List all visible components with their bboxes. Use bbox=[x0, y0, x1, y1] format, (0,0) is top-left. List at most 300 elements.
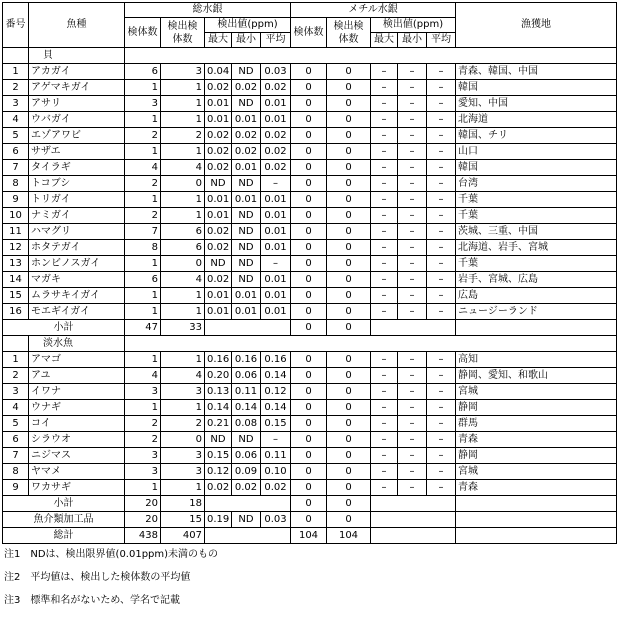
methyl-samples: 0 bbox=[291, 256, 327, 272]
origin: 山口 bbox=[456, 144, 617, 160]
species-name: サザエ bbox=[29, 144, 125, 160]
methyl-min: – bbox=[398, 384, 427, 400]
methyl-detected: 0 bbox=[327, 432, 371, 448]
blank bbox=[371, 528, 456, 544]
methyl-detected: 0 bbox=[327, 256, 371, 272]
total-min: 0.16 bbox=[232, 352, 261, 368]
methyl-min: – bbox=[398, 176, 427, 192]
total-max: 0.02 bbox=[205, 80, 232, 96]
total-samples: 3 bbox=[125, 96, 161, 112]
total-min: ND bbox=[232, 240, 261, 256]
table-row bbox=[3, 96, 617, 112]
methyl-max: – bbox=[371, 368, 398, 384]
row-no: 3 bbox=[3, 384, 29, 400]
methyl-avg: – bbox=[427, 256, 456, 272]
species-name: タイラギ bbox=[29, 160, 125, 176]
section-header-row bbox=[3, 48, 617, 64]
total-max: 0.02 bbox=[205, 128, 232, 144]
origin: 北海道、岩手、宮城 bbox=[456, 240, 617, 256]
section-title: 貝 bbox=[29, 48, 125, 64]
origin: 広島 bbox=[456, 288, 617, 304]
total-max: 0.01 bbox=[205, 304, 232, 320]
total-max: 0.15 bbox=[205, 448, 232, 464]
methyl-min: – bbox=[398, 64, 427, 80]
total-detected: 1 bbox=[161, 480, 205, 496]
header-total-min: 最小 bbox=[232, 33, 261, 48]
methyl-detected: 0 bbox=[327, 464, 371, 480]
blank bbox=[205, 528, 291, 544]
total-min: 0.06 bbox=[232, 368, 261, 384]
methyl-detected: 0 bbox=[327, 384, 371, 400]
methyl-detected: 0 bbox=[327, 400, 371, 416]
table-row bbox=[3, 256, 617, 272]
row-no: 6 bbox=[3, 144, 29, 160]
mercury-table bbox=[2, 2, 617, 544]
total-min: 0.09 bbox=[232, 464, 261, 480]
origin: 千葉 bbox=[456, 192, 617, 208]
total-avg: 0.14 bbox=[261, 368, 291, 384]
total-avg: 0.15 bbox=[261, 416, 291, 432]
species-name: ヤマメ bbox=[29, 464, 125, 480]
total-samples: 2 bbox=[125, 208, 161, 224]
total-max: 0.12 bbox=[205, 464, 232, 480]
total-min: ND bbox=[232, 432, 261, 448]
total-detected: 3 bbox=[161, 464, 205, 480]
row-no: 11 bbox=[3, 224, 29, 240]
grand-methyl-samples: 104 bbox=[291, 528, 327, 544]
header-methyl-value: 検出値(ppm) bbox=[371, 18, 456, 33]
species-name: ホンビノスガイ bbox=[29, 256, 125, 272]
grand-total-label: 総計 bbox=[3, 528, 125, 544]
origin: 群馬 bbox=[456, 416, 617, 432]
methyl-min: – bbox=[398, 288, 427, 304]
processed-total-samples: 20 bbox=[125, 512, 161, 528]
section-header-row bbox=[3, 336, 617, 352]
grand-total-samples: 438 bbox=[125, 528, 161, 544]
total-min: 0.01 bbox=[232, 192, 261, 208]
row-no: 7 bbox=[3, 160, 29, 176]
methyl-min: – bbox=[398, 160, 427, 176]
header-methyl-avg: 平均 bbox=[427, 33, 456, 48]
methyl-samples: 0 bbox=[291, 480, 327, 496]
methyl-max: – bbox=[371, 96, 398, 112]
blank bbox=[371, 512, 456, 528]
grand-total-detected: 407 bbox=[161, 528, 205, 544]
total-detected: 1 bbox=[161, 352, 205, 368]
total-detected: 1 bbox=[161, 288, 205, 304]
subtotal-methyl-samples: 0 bbox=[291, 320, 327, 336]
processed-total-avg: 0.03 bbox=[261, 512, 291, 528]
origin: 静岡 bbox=[456, 448, 617, 464]
row-no: 7 bbox=[3, 448, 29, 464]
total-avg: 0.02 bbox=[261, 480, 291, 496]
methyl-max: – bbox=[371, 384, 398, 400]
methyl-min: – bbox=[398, 432, 427, 448]
footnote: 注1 NDは、検出限界値(0.01ppm)未満のもの bbox=[4, 549, 219, 560]
total-max: 0.01 bbox=[205, 112, 232, 128]
species-name: ウバガイ bbox=[29, 112, 125, 128]
blank bbox=[205, 320, 291, 336]
total-detected: 1 bbox=[161, 96, 205, 112]
table-row bbox=[3, 128, 617, 144]
methyl-min: – bbox=[398, 480, 427, 496]
total-samples: 6 bbox=[125, 272, 161, 288]
table-row bbox=[3, 144, 617, 160]
total-avg: 0.16 bbox=[261, 352, 291, 368]
methyl-min: – bbox=[398, 240, 427, 256]
origin: 茨城、三重、中国 bbox=[456, 224, 617, 240]
species-name: アユ bbox=[29, 368, 125, 384]
total-samples: 7 bbox=[125, 224, 161, 240]
methyl-min: – bbox=[398, 96, 427, 112]
methyl-avg: – bbox=[427, 384, 456, 400]
table-row bbox=[3, 160, 617, 176]
species-name: マガキ bbox=[29, 272, 125, 288]
total-samples: 2 bbox=[125, 176, 161, 192]
methyl-max: – bbox=[371, 208, 398, 224]
methyl-samples: 0 bbox=[291, 416, 327, 432]
origin: 韓国 bbox=[456, 80, 617, 96]
species-name: エゾアワビ bbox=[29, 128, 125, 144]
methyl-avg: – bbox=[427, 240, 456, 256]
header-methyl-mercury: メチル水銀 bbox=[291, 3, 456, 18]
origin: 岩手、宮城、広島 bbox=[456, 272, 617, 288]
methyl-detected: 0 bbox=[327, 416, 371, 432]
origin: 青森 bbox=[456, 480, 617, 496]
methyl-avg: – bbox=[427, 352, 456, 368]
row-no: 4 bbox=[3, 112, 29, 128]
table-row bbox=[3, 384, 617, 400]
total-samples: 4 bbox=[125, 368, 161, 384]
total-min: 0.01 bbox=[232, 160, 261, 176]
total-max: 0.01 bbox=[205, 208, 232, 224]
total-avg: 0.11 bbox=[261, 448, 291, 464]
header-methyl-min: 最小 bbox=[398, 33, 427, 48]
total-avg: 0.01 bbox=[261, 240, 291, 256]
subtotal-row bbox=[3, 320, 617, 336]
blank bbox=[371, 320, 456, 336]
row-no: 8 bbox=[3, 464, 29, 480]
total-avg: 0.01 bbox=[261, 112, 291, 128]
methyl-max: – bbox=[371, 176, 398, 192]
row-no: 10 bbox=[3, 208, 29, 224]
methyl-avg: – bbox=[427, 128, 456, 144]
methyl-samples: 0 bbox=[291, 464, 327, 480]
methyl-samples: 0 bbox=[291, 432, 327, 448]
methyl-avg: – bbox=[427, 64, 456, 80]
origin: 韓国 bbox=[456, 160, 617, 176]
methyl-samples: 0 bbox=[291, 112, 327, 128]
total-samples: 2 bbox=[125, 432, 161, 448]
subtotal-methyl-samples: 0 bbox=[291, 496, 327, 512]
total-avg: 0.02 bbox=[261, 80, 291, 96]
total-samples: 8 bbox=[125, 240, 161, 256]
total-min: ND bbox=[232, 176, 261, 192]
methyl-avg: – bbox=[427, 368, 456, 384]
blank bbox=[456, 512, 617, 528]
methyl-avg: – bbox=[427, 400, 456, 416]
origin: 台湾 bbox=[456, 176, 617, 192]
total-samples: 1 bbox=[125, 80, 161, 96]
total-detected: 6 bbox=[161, 224, 205, 240]
total-avg: 0.01 bbox=[261, 208, 291, 224]
methyl-detected: 0 bbox=[327, 448, 371, 464]
methyl-samples: 0 bbox=[291, 64, 327, 80]
total-detected: 3 bbox=[161, 448, 205, 464]
header-total-max: 最大 bbox=[205, 33, 232, 48]
total-avg: 0.01 bbox=[261, 304, 291, 320]
species-name: ニジマス bbox=[29, 448, 125, 464]
methyl-avg: – bbox=[427, 192, 456, 208]
row-no: 9 bbox=[3, 480, 29, 496]
total-avg: 0.01 bbox=[261, 96, 291, 112]
species-name: ワカサギ bbox=[29, 480, 125, 496]
total-min: 0.06 bbox=[232, 448, 261, 464]
subtotal-total-samples: 20 bbox=[125, 496, 161, 512]
methyl-max: – bbox=[371, 400, 398, 416]
methyl-detected: 0 bbox=[327, 160, 371, 176]
total-max: ND bbox=[205, 432, 232, 448]
methyl-avg: – bbox=[427, 304, 456, 320]
methyl-avg: – bbox=[427, 112, 456, 128]
methyl-samples: 0 bbox=[291, 304, 327, 320]
total-detected: 1 bbox=[161, 304, 205, 320]
total-min: ND bbox=[232, 224, 261, 240]
total-avg: 0.02 bbox=[261, 128, 291, 144]
header-origin: 漁獲地 bbox=[456, 3, 617, 48]
methyl-min: – bbox=[398, 128, 427, 144]
species-name: トリガイ bbox=[29, 192, 125, 208]
total-samples: 1 bbox=[125, 288, 161, 304]
methyl-max: – bbox=[371, 80, 398, 96]
blank bbox=[456, 528, 617, 544]
total-min: 0.14 bbox=[232, 400, 261, 416]
methyl-max: – bbox=[371, 144, 398, 160]
methyl-max: – bbox=[371, 64, 398, 80]
methyl-samples: 0 bbox=[291, 80, 327, 96]
total-samples: 1 bbox=[125, 192, 161, 208]
row-no: 1 bbox=[3, 352, 29, 368]
total-min: 0.01 bbox=[232, 112, 261, 128]
total-max: 0.21 bbox=[205, 416, 232, 432]
row-no: 6 bbox=[3, 432, 29, 448]
row-no: 2 bbox=[3, 368, 29, 384]
subtotal-label: 小計 bbox=[3, 496, 125, 512]
methyl-samples: 0 bbox=[291, 224, 327, 240]
species-name: アマゴ bbox=[29, 352, 125, 368]
table-row bbox=[3, 352, 617, 368]
total-detected: 2 bbox=[161, 128, 205, 144]
blank bbox=[371, 496, 456, 512]
processed-row bbox=[3, 512, 617, 528]
methyl-avg: – bbox=[427, 464, 456, 480]
methyl-avg: – bbox=[427, 448, 456, 464]
processed-label: 魚介類加工品 bbox=[3, 512, 125, 528]
total-detected: 2 bbox=[161, 416, 205, 432]
methyl-avg: – bbox=[427, 288, 456, 304]
total-min: 0.02 bbox=[232, 144, 261, 160]
total-max: 0.02 bbox=[205, 240, 232, 256]
total-samples: 1 bbox=[125, 480, 161, 496]
row-no: 1 bbox=[3, 64, 29, 80]
total-max: 0.02 bbox=[205, 160, 232, 176]
methyl-samples: 0 bbox=[291, 160, 327, 176]
methyl-min: – bbox=[398, 416, 427, 432]
table-row bbox=[3, 112, 617, 128]
total-samples: 6 bbox=[125, 64, 161, 80]
origin: 静岡、愛知、和歌山 bbox=[456, 368, 617, 384]
table-row bbox=[3, 64, 617, 80]
footnotes bbox=[4, 548, 218, 608]
total-detected: 4 bbox=[161, 368, 205, 384]
total-avg: – bbox=[261, 176, 291, 192]
species-name: アサリ bbox=[29, 96, 125, 112]
methyl-detected: 0 bbox=[327, 176, 371, 192]
total-avg: – bbox=[261, 256, 291, 272]
header-species: 魚種 bbox=[29, 3, 125, 48]
total-detected: 1 bbox=[161, 80, 205, 96]
total-samples: 1 bbox=[125, 112, 161, 128]
total-detected: 1 bbox=[161, 400, 205, 416]
species-name: シラウオ bbox=[29, 432, 125, 448]
subtotal-methyl-detected: 0 bbox=[327, 320, 371, 336]
total-max: 0.02 bbox=[205, 480, 232, 496]
methyl-max: – bbox=[371, 416, 398, 432]
species-name: コイ bbox=[29, 416, 125, 432]
methyl-min: – bbox=[398, 144, 427, 160]
table-row bbox=[3, 208, 617, 224]
section-no-blank bbox=[3, 336, 29, 352]
methyl-min: – bbox=[398, 304, 427, 320]
subtotal-total-samples: 47 bbox=[125, 320, 161, 336]
species-name: ムラサキイガイ bbox=[29, 288, 125, 304]
methyl-min: – bbox=[398, 112, 427, 128]
origin: 高知 bbox=[456, 352, 617, 368]
methyl-max: – bbox=[371, 256, 398, 272]
methyl-detected: 0 bbox=[327, 288, 371, 304]
total-detected: 0 bbox=[161, 256, 205, 272]
subtotal-total-detected: 33 bbox=[161, 320, 205, 336]
origin: 青森、韓国、中国 bbox=[456, 64, 617, 80]
row-no: 15 bbox=[3, 288, 29, 304]
table-row bbox=[3, 176, 617, 192]
header-total-samples: 検体数 bbox=[125, 18, 161, 48]
table-row bbox=[3, 192, 617, 208]
total-min: 0.01 bbox=[232, 288, 261, 304]
methyl-avg: – bbox=[427, 144, 456, 160]
subtotal-total-detected: 18 bbox=[161, 496, 205, 512]
origin: 韓国、チリ bbox=[456, 128, 617, 144]
methyl-avg: – bbox=[427, 208, 456, 224]
header-row-1 bbox=[3, 3, 617, 18]
origin: 北海道 bbox=[456, 112, 617, 128]
methyl-detected: 0 bbox=[327, 112, 371, 128]
header-total-detected: 検出検体数 bbox=[161, 18, 205, 48]
origin: 千葉 bbox=[456, 208, 617, 224]
subtotal-row bbox=[3, 496, 617, 512]
methyl-avg: – bbox=[427, 160, 456, 176]
methyl-samples: 0 bbox=[291, 448, 327, 464]
methyl-min: – bbox=[398, 368, 427, 384]
methyl-min: – bbox=[398, 224, 427, 240]
species-name: ウナギ bbox=[29, 400, 125, 416]
origin: 宮城 bbox=[456, 464, 617, 480]
total-max: 0.14 bbox=[205, 400, 232, 416]
methyl-avg: – bbox=[427, 432, 456, 448]
methyl-samples: 0 bbox=[291, 288, 327, 304]
methyl-min: – bbox=[398, 208, 427, 224]
methyl-detected: 0 bbox=[327, 128, 371, 144]
methyl-detected: 0 bbox=[327, 240, 371, 256]
methyl-avg: – bbox=[427, 224, 456, 240]
grand-methyl-detected: 104 bbox=[327, 528, 371, 544]
species-name: ナミガイ bbox=[29, 208, 125, 224]
origin: 宮城 bbox=[456, 384, 617, 400]
methyl-avg: – bbox=[427, 416, 456, 432]
total-samples: 4 bbox=[125, 160, 161, 176]
methyl-detected: 0 bbox=[327, 80, 371, 96]
total-samples: 1 bbox=[125, 400, 161, 416]
subtotal-label: 小計 bbox=[3, 320, 125, 336]
total-detected: 0 bbox=[161, 176, 205, 192]
total-avg: 0.01 bbox=[261, 272, 291, 288]
section-no-blank bbox=[3, 48, 29, 64]
total-min: ND bbox=[232, 208, 261, 224]
total-detected: 0 bbox=[161, 432, 205, 448]
methyl-max: – bbox=[371, 304, 398, 320]
methyl-samples: 0 bbox=[291, 128, 327, 144]
methyl-max: – bbox=[371, 272, 398, 288]
processed-total-max: 0.19 bbox=[205, 512, 232, 528]
methyl-detected: 0 bbox=[327, 480, 371, 496]
species-name: ハマグリ bbox=[29, 224, 125, 240]
total-samples: 3 bbox=[125, 448, 161, 464]
total-avg: 0.14 bbox=[261, 400, 291, 416]
total-detected: 1 bbox=[161, 192, 205, 208]
methyl-avg: – bbox=[427, 80, 456, 96]
row-no: 4 bbox=[3, 400, 29, 416]
row-no: 5 bbox=[3, 128, 29, 144]
section-span-blank bbox=[125, 336, 617, 352]
processed-methyl-samples: 0 bbox=[291, 512, 327, 528]
grand-total-row bbox=[3, 528, 617, 544]
total-detected: 4 bbox=[161, 272, 205, 288]
species-name: アカガイ bbox=[29, 64, 125, 80]
methyl-detected: 0 bbox=[327, 368, 371, 384]
methyl-samples: 0 bbox=[291, 400, 327, 416]
methyl-detected: 0 bbox=[327, 96, 371, 112]
total-min: 0.01 bbox=[232, 304, 261, 320]
methyl-max: – bbox=[371, 224, 398, 240]
table-row bbox=[3, 80, 617, 96]
processed-total-detected: 15 bbox=[161, 512, 205, 528]
row-no: 16 bbox=[3, 304, 29, 320]
methyl-samples: 0 bbox=[291, 352, 327, 368]
row-no: 12 bbox=[3, 240, 29, 256]
total-min: 0.11 bbox=[232, 384, 261, 400]
row-no: 2 bbox=[3, 80, 29, 96]
header-total-mercury: 総水銀 bbox=[125, 3, 291, 18]
methyl-max: – bbox=[371, 112, 398, 128]
total-detected: 6 bbox=[161, 240, 205, 256]
methyl-samples: 0 bbox=[291, 384, 327, 400]
total-max: 0.02 bbox=[205, 144, 232, 160]
methyl-max: – bbox=[371, 128, 398, 144]
species-name: トコブシ bbox=[29, 176, 125, 192]
total-detected: 3 bbox=[161, 64, 205, 80]
total-samples: 1 bbox=[125, 144, 161, 160]
table-row bbox=[3, 416, 617, 432]
